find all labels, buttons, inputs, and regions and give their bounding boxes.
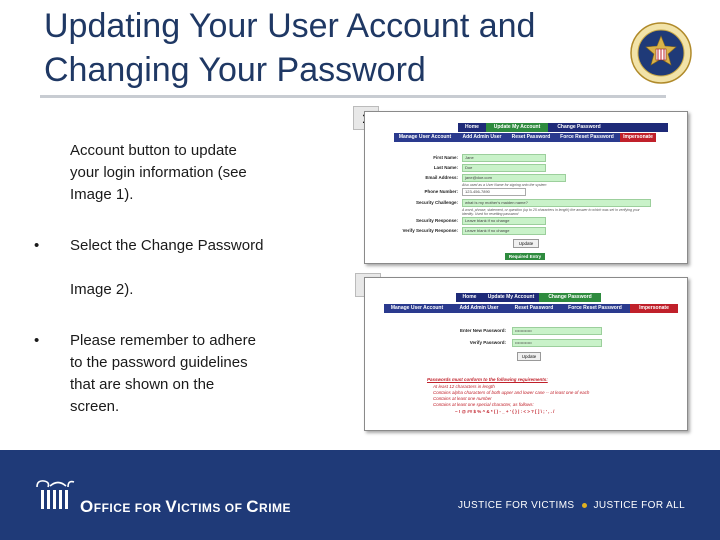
bullet-3-line-1: Please remember to adhere	[70, 332, 256, 349]
password-requirement-number: Contains at least one number	[433, 396, 492, 401]
image-1-update-button[interactable]: Update	[513, 239, 539, 248]
security-challenge-note: A word, phrase, statement, or question (up to 25 characters in length) the answer to which was set in verifying your identity. Used for resetting password	[462, 208, 640, 216]
wordmark-ffice: FFICE FOR	[93, 501, 166, 515]
image-2-nav-change-password[interactable]: Change Password	[539, 293, 601, 302]
image-1-nav-update-account[interactable]: Update My Account	[486, 123, 548, 132]
ovc-pillar-logo-icon	[34, 478, 76, 510]
verify-password-field[interactable]: ••••••••••••	[512, 339, 602, 347]
title-divider	[40, 95, 666, 98]
new-password-label: Enter New Password:	[459, 328, 506, 333]
slogan-justice-for-all: JUSTICE FOR ALL	[593, 500, 686, 511]
image-2-subnav-manage-user[interactable]: Manage User Account	[390, 305, 444, 311]
title-line-1: Updating Your User Account and	[44, 7, 536, 45]
slide-title	[44, 4, 604, 92]
image-1-subnav-impersonate[interactable]: Impersonate	[620, 133, 656, 142]
image-2-update-button[interactable]: Update	[517, 352, 541, 361]
footer-slogan	[458, 500, 685, 511]
password-requirement-case: Contains alpha characters of both upper and lower case -- at least one of each	[433, 390, 590, 395]
image-2-top-nav	[456, 293, 601, 302]
image-2-nav-update-account[interactable]: Update My Account	[487, 294, 535, 300]
phone-field[interactable]: 123-456-7890	[462, 188, 526, 196]
ovc-wordmark	[80, 497, 291, 517]
phone-label: Phone Number:	[424, 189, 458, 194]
password-special-characters: ~ ! @ ## $ % ^ & * ( ) - _ + ' { } | : < > ? [ ] \ ; ' , . /	[455, 409, 555, 414]
slogan-dot-icon	[582, 503, 587, 508]
image-2-subnav-reset-password[interactable]: Reset Password	[514, 305, 554, 311]
first-name-field[interactable]: Jane	[462, 154, 546, 162]
image-2-nav-home[interactable]: Home	[462, 294, 477, 300]
wordmark-v: V	[165, 497, 178, 516]
title-line-2: Changing Your Password	[44, 51, 426, 89]
image-1-subnav-manage-user[interactable]: Manage User Account	[398, 134, 452, 140]
slogan-justice-for-victims: JUSTICE FOR VICTIMS	[458, 500, 575, 511]
wordmark-rime: RIME	[259, 501, 292, 515]
new-password-field[interactable]: ••••••••••••	[512, 327, 602, 335]
password-requirement-special: Contains at least one special character, as follows:	[433, 402, 534, 407]
wordmark-ictims: ICTIMS OF	[177, 501, 247, 515]
bullet-2-dot: •	[34, 237, 40, 254]
image-2-sub-nav	[384, 304, 678, 313]
password-requirement-length: At least 12 characters in length	[433, 384, 495, 389]
email-field[interactable]: jane@doe.com	[462, 174, 566, 182]
first-name-label: First Name:	[433, 155, 458, 160]
image-1-sub-nav	[394, 133, 656, 142]
security-response-label: Security Response:	[415, 218, 458, 223]
verify-password-label: Verify Password:	[469, 340, 506, 345]
doj-seal-icon	[630, 22, 692, 84]
bullet-1-line-1: Account button to update	[70, 142, 237, 159]
image-1-nav-home[interactable]: Home	[465, 124, 479, 130]
image-1-subnav-force-reset[interactable]: Force Reset Password	[560, 134, 614, 140]
bullet-2-line-2: Image 2).	[70, 281, 134, 298]
image-1-subnav-reset-password[interactable]: Reset Password	[511, 134, 551, 140]
wordmark-o: O	[80, 497, 94, 516]
image-2-subnav-impersonate[interactable]: Impersonate	[630, 304, 678, 313]
security-challenge-field[interactable]: what is my mother's maiden name?	[462, 199, 651, 207]
image-2-subnav-add-admin[interactable]: Add Admin User	[459, 305, 499, 311]
bullet-2-line-1: Select the Change Password	[70, 237, 264, 254]
security-challenge-label: Security Challenge:	[415, 200, 458, 205]
verify-response-label: Verify Security Response:	[402, 228, 458, 233]
security-response-field[interactable]: Leave blank if no change	[462, 217, 546, 225]
bullet-1-line-2: your login information (see	[70, 164, 247, 181]
last-name-field[interactable]: Doe	[462, 164, 546, 172]
bullet-3-line-3: that are shown on the	[70, 376, 215, 393]
required-entry-key: Required Entry	[505, 253, 545, 260]
image-2-subnav-force-reset[interactable]: Force Reset Password	[568, 305, 622, 311]
email-note: Also used as a User Name for signing onto the system	[462, 183, 547, 187]
image-1-nav-change-password[interactable]: Change Password	[557, 124, 601, 130]
image-1-top-nav	[458, 123, 668, 132]
bullet-3-line-4: screen.	[70, 398, 120, 415]
password-requirements-title: Passwords must conform to the following requirements:	[427, 377, 548, 382]
image-1-subnav-add-admin[interactable]: Add Admin User	[462, 134, 502, 140]
bullet-3-dot: •	[34, 332, 40, 349]
verify-response-field[interactable]: Leave blank if no change	[462, 227, 546, 235]
last-name-label: Last Name:	[433, 165, 458, 170]
email-label: Email Address:	[425, 175, 458, 180]
bullet-3-line-2: to the password guidelines	[70, 354, 248, 371]
wordmark-c: C	[246, 497, 260, 516]
image-1-account-screenshot	[364, 111, 688, 264]
bullet-1-line-3: Image 1).	[70, 186, 134, 203]
image-2-password-screenshot	[364, 277, 688, 431]
footer-band	[0, 450, 720, 540]
